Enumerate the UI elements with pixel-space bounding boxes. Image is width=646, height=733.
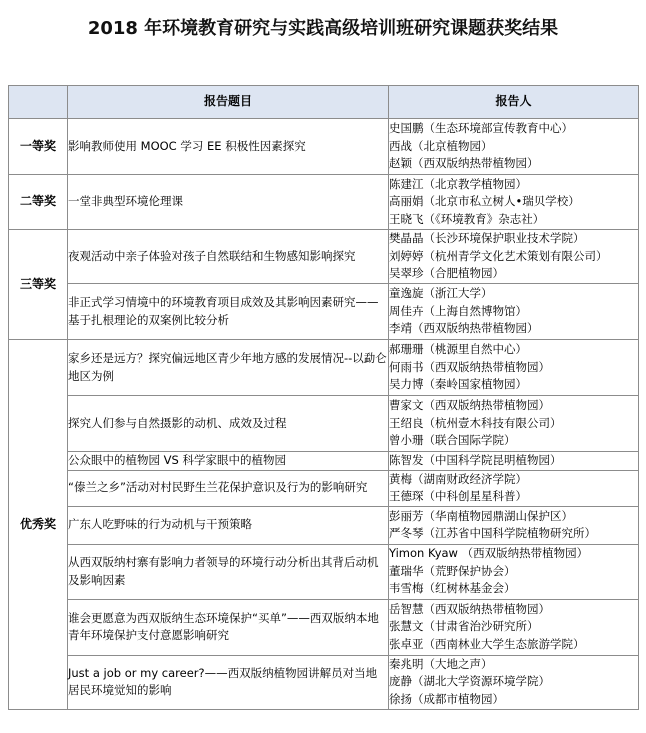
reporters-cell [389,230,639,284]
reporter-name: 吴力博（秦岭国家植物园） [389,377,527,392]
table-header [9,86,639,119]
reporter-name: 王绍良（杭州壹木科技有限公司） [389,415,562,430]
table-row [9,230,639,284]
awards-table [8,85,639,710]
reporter-name: 高丽娟（北京市私立树人•瑞贝学校） [389,194,580,209]
reporters-cell [389,396,639,452]
topic-cell: 从西双版纳村寨有影响力者领导的环境行动分析出其背后动机及影响因素 [68,544,389,599]
reporters-cell [389,119,639,175]
table-row [9,175,639,230]
reporter-name: 赵颖（西双版纳热带植物园） [389,156,539,171]
reporters-cell [389,452,639,471]
reporter-name: 陈智发（中国科学院昆明植物园） [389,453,562,467]
award-level-cell: 三等奖 [9,230,68,340]
reporter-name: 庞静（湖北大学资源环境学院） [389,674,550,689]
table-row [9,470,639,506]
reporters-cell [389,175,639,230]
topic-cell: 一堂非典型环境伦理课 [68,175,389,230]
reporters-cell [389,506,639,544]
reporters-cell [389,655,639,709]
reporter-name: 王晓飞（《环境教育》杂志社） [389,211,545,226]
table-row [9,452,639,471]
reporters-cell [389,599,639,655]
topic-cell: 公众眼中的植物园 VS 科学家眼中的植物园 [68,452,389,471]
topic-cell: 探究人们参与自然摄影的动机、成效及过程 [68,396,389,452]
reporter-name: 陈建江（北京教学植物园） [389,176,527,191]
reporter-name: 彭丽芳（华南植物园鼎湖山保护区） [389,508,573,523]
topic-cell: 谁会更愿意为西双版纳生态环境保护“买单”——西双版纳本地青年环境保护支付意愿影响研究 [68,599,389,655]
reporter-name: 西战（北京植物园） [389,138,493,153]
reporter-name: 韦雪梅（红树林基金会） [389,581,516,596]
reporter-name: 董瑞华（荒野保护协会） [389,563,516,578]
table-row [9,119,639,175]
reporter-name: 岳智慧（西双版纳热带植物园） [389,601,550,616]
reporters-cell [389,544,639,599]
topic-cell: 夜观活动中亲子体验对孩子自然联结和生物感知影响探究 [68,230,389,284]
reporter-name: 吴翠珍（合肥植物园） [389,266,504,281]
reporter-name: 樊晶晶（长沙环境保护职业技术学院） [389,231,585,246]
topic-cell: 非正式学习情境中的环境教育项目成效及其影响因素研究——基于扎根理论的双案例比较分析 [68,284,389,340]
reporter-name: 黄梅（湖南财政经济学院） [389,471,527,486]
reporter-name: 李靖（西双版纳热带植物园） [389,321,539,336]
topic-cell: 影响教师使用 MOOC 学习 EE 积极性因素探究 [68,119,389,175]
reporter-name: 张慧文（甘肃省治沙研究所） [389,619,539,634]
table-row [9,655,639,709]
reporter-name: 张卓亚（西南林业大学生态旅游学院） [389,636,585,651]
page-title: 2018 年环境教育研究与实践高级培训班研究课题获奖结果 [87,18,559,39]
header-award [9,86,68,119]
topic-cell: 家乡还是远方？探究偏远地区青少年地方感的发展情况--以勐仑地区为例 [68,340,389,396]
reporter-name: Yimon Kyaw （西双版纳热带植物园） [389,546,589,561]
table-row [9,506,639,544]
reporter-name: 郝珊珊（桃源里自然中心） [389,342,527,357]
reporter-name: 何雨书（西双版纳热带植物园） [389,359,550,374]
reporter-name: 周佳卉（上海自然博物馆） [389,303,527,318]
table-row [9,396,639,452]
header-topic: 报告题目 [68,86,389,119]
reporter-name: 刘婷婷（杭州青学文化艺术策划有限公司） [389,248,608,263]
reporter-name: 史国鹏（生态环境部宣传教育中心） [389,121,573,136]
award-level-cell: 二等奖 [9,175,68,230]
award-level-cell: 优秀奖 [9,340,68,710]
reporters-cell [389,340,639,396]
topic-cell: 广东人吃野味的行为动机与干预策略 [68,506,389,544]
reporter-name: 曹家文（西双版纳热带植物园） [389,398,550,413]
header-row [9,86,639,119]
reporter-name: 严冬琴（江苏省中国科学院植物研究所） [389,526,596,540]
topic-cell: “傣兰之乡”活动对村民野生兰花保护意识及行为的影响研究 [68,470,389,506]
reporter-name: 曾小珊（联合国际学院） [389,433,516,448]
reporter-name: 童逸旋（浙江大学） [389,286,493,301]
reporter-name: 徐扬（成都市植物园） [389,691,504,706]
reporters-cell [389,284,639,340]
table-row [9,284,639,340]
reporter-name: 王德琛（中科创星星科普） [389,489,527,503]
reporter-name: 秦兆明（大地之声） [389,656,493,671]
topic-cell: Just a job or my career?——西双版纳植物园讲解员对当地居民环境觉知的影响 [68,655,389,709]
table-row [9,340,639,396]
reporters-cell [389,470,639,506]
award-level-cell: 一等奖 [9,119,68,175]
header-reporter: 报告人 [389,86,639,119]
table-row [9,599,639,655]
table-body [9,119,639,710]
table-row [9,544,639,599]
